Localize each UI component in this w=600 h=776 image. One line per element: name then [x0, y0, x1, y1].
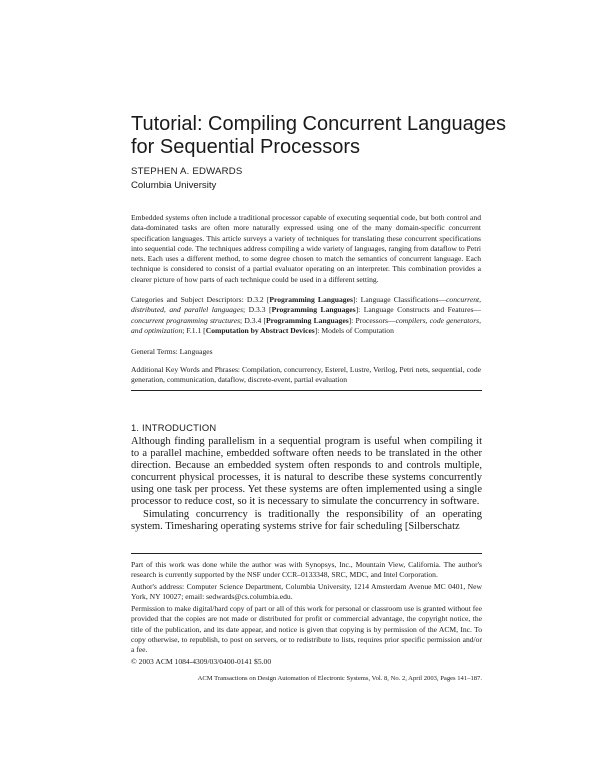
paper-title	[131, 113, 531, 159]
ccs-bold: Programming Languages	[271, 305, 356, 315]
ccs-text: Categories and Subject Descriptors: D.3.2 [	[131, 295, 270, 304]
ccs-text: ]: Models of Computation	[314, 325, 394, 335]
ccs-italic: compilers, code generators, and optimization	[131, 315, 482, 335]
author-affiliation: Columbia University	[131, 180, 217, 191]
ccs-text: ; D.3.4 [	[240, 315, 266, 325]
general-terms: General Terms: Languages	[131, 347, 213, 356]
title-line-2: for Sequential Processors	[131, 136, 361, 158]
section-divider	[131, 390, 482, 391]
footnotes	[131, 560, 482, 669]
section-heading: 1. INTRODUCTION	[131, 422, 217, 433]
ccs-text: ; D.3.3 [	[243, 305, 272, 315]
ccs-text: ]: Language Constructs and Features—	[355, 305, 481, 315]
ccs-text: ]: Processors—	[348, 315, 396, 325]
ccs-bold: Computation by Abstract Devices	[205, 325, 315, 335]
keywords: Additional Key Words and Phrases: Compilation, concurrency, Esterel, Lustre, Verilog, Petri nets, sequential, code generation, communication, dataflow, discrete-event, partial evaluation	[131, 365, 481, 385]
ccs-bold: Programming Languages	[266, 315, 349, 325]
ccs-text: ; F.1.1 [	[182, 325, 206, 335]
paragraph: Simulating concurrency is traditionally the responsibility of an operating system. Timesharing operating systems strive for fair scheduling [Silberschatz	[131, 508, 482, 532]
footnote: Author's address: Computer Science Department, Columbia University, 1214 Amsterdam Avenue MC 0401, New York, NY 10027; email: sedwards@cs.columbia.edu.	[131, 582, 482, 602]
paragraph: Although finding parallelism in a sequential program is useful when compiling it to a parallel machine, embedded software often needs to be translated in the other direction. Because an embedded system often responds to and controls multiple, concurrent physical processes, it is natural to describe these systems concurrently using one task per process. Yet these systems are often implemented using a single processor to reduce cost, so it is necessary to simulate the concurrency in software.	[131, 436, 482, 508]
title-line-1: Tutorial: Compiling Concurrent Languages	[131, 113, 507, 135]
ccs-italic: concurrent programming structures	[131, 315, 241, 325]
abstract: Embedded systems often include a traditional processor capable of executing sequential code, but both control and data-dominated tasks are often more naturally expressed using one of the many domain-specific concurrent specification languages. This article surveys a variety of techniques for translating these concurrent specifications into sequential code. The techniques address compiling a wide variety of languages, ranging from dataflow to Petri nets. Each uses a different method, to some degree chosen to match the semantics of concurrent language. Each technique is considered to consist of a partial evaluator operating on an interpreter. This combination provides a clearer picture of how parts of each technique could be used in a different setting.	[131, 213, 481, 284]
ccs-text: ]: Language Classifications—	[352, 295, 447, 304]
introduction-body	[131, 436, 482, 533]
author-name: STEPHEN A. EDWARDS	[131, 166, 243, 177]
journal-citation: ACM Transactions on Design Automation of Electronic Systems, Vol. 8, No. 2, April 2003, Pages 141–187.	[197, 675, 482, 682]
ccs-italic: concurrent, distributed, and parallel languages	[131, 295, 481, 315]
footnote: Permission to make digital/hard copy of part or all of this work for personal or classroom use is granted without fee provided that the copies are not made or distributed for profit or commercial advantage, the copyright notice, the title of the publication, and its date appear, and notice is given that copying is by permission of the ACM, Inc. To copy otherwise, to republish, to post on servers, or to redistribute to lists, requires prior specific permission and/or a fee.	[131, 604, 482, 655]
copyright-line: © 2003 ACM 1084-4309/03/0400-0141 $5.00	[131, 657, 272, 667]
ccs-bold: Programming Languages	[269, 295, 353, 304]
footnote: Part of this work was done while the author was with Synopsys, Inc., Mountain View, California. The author's research is currently supported by the NSF under CCR–0133348, SRC, MDC, and Intel Corporation.	[131, 560, 482, 580]
footnote-divider	[131, 553, 482, 554]
ccs-descriptors	[131, 295, 481, 336]
